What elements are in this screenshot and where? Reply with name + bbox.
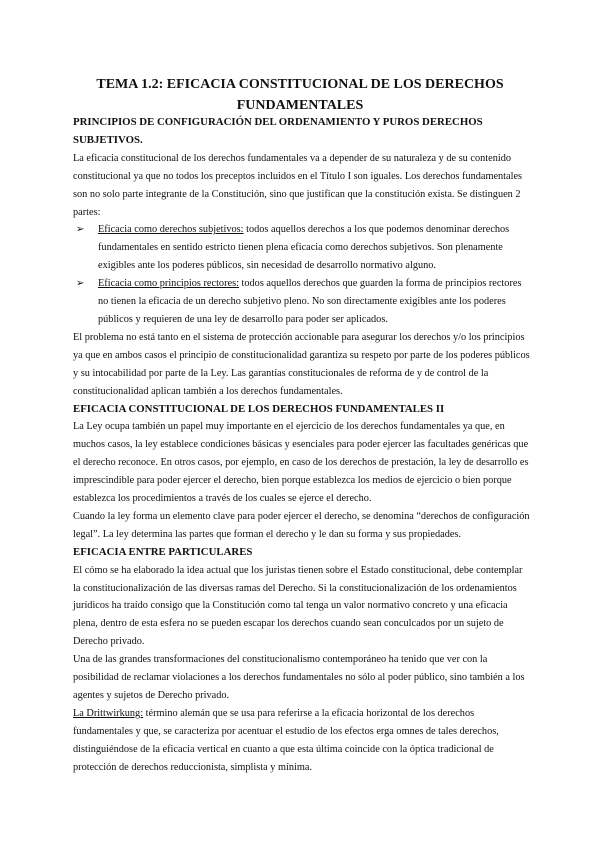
bullet-text: todos aquellos derechos que guarden la forma de principios rectores no tienen la eficacia de un derecho subjetivo pleno. No son directamente exigibles ante los poderes públicos y requieren de una ley de desarrollo para poder ser aplicados. [98, 278, 522, 325]
section3-paragraph-3 [73, 705, 531, 777]
drittwirkung-term: La Drittwirkung: [73, 707, 144, 719]
bullet-item-principios-rectores [73, 275, 531, 329]
document-body [73, 114, 531, 777]
arrow-bullet-icon: ➢ [76, 224, 85, 236]
bullet-term: Eficacia como derechos subjetivos: [98, 224, 244, 236]
bullet-text: todos aquellos derechos a los que podemos denominar derechos fundamentales en sentido estricto tienen plena eficacia como derechos subjetivos. Son plenamente exigibles ante los poderes públicos, sin necesidad de desarrollo normativo alguno. [98, 224, 510, 272]
bullet-item-derechos-subjetivos [73, 221, 531, 275]
section2-paragraph-1: La Ley ocupa también un papel muy importante en el ejercicio de los derechos fundamentales ya que, en muchos casos, la ley establece condiciones básicas y esenciales para poder ejercer las facultades genéricas que el derecho reconoce. En otros casos, por ejemplo, en caso de los derechos de prestación, la ley de desarrollo es imprescindible para poder ejercer el derecho, bien porque establezca los medios de ejercicio o bien porque establezca los procedimientos a través de los cuales se ejerce el derecho. [73, 421, 529, 505]
section-heading-particulares: EFICACIA ENTRE PARTICULARES [73, 545, 253, 558]
page-title: TEMA 1.2: EFICACIA CONSTITUCIONAL DE LOS DERECHOS FUNDAMENTALES [96, 77, 504, 113]
section-heading-eficacia-ii: EFICACIA CONSTITUCIONAL DE LOS DERECHOS FUNDAMENTALES II [73, 402, 445, 415]
bullet-list [73, 221, 531, 328]
section2-paragraph-2: Cuando la ley forma un elemento clave para poder ejercer el derecho, se denomina “derechos de configuración legal”. La ley determina las partes que forman el derecho y le dan su forma y sus propiedades. [73, 510, 530, 540]
section3-paragraph-2: Una de las grandes transformaciones del constitucionalismo contemporáneo ha tenido que ver con la posibilidad de reclamar violaciones a los derechos fundamentales no sólo al poder público, sino también a los agentes y sujetos de Derecho privado. [73, 654, 525, 701]
section1-intro: La eficacia constitucional de los derechos fundamentales va a depender de su naturaleza y de su contenido constitucional ya que no todos los preceptos incluidos en el Título I son iguales. Los derechos fundamentales son no solo parte integrante de la Constitución, sino que justifican que la constitución exista. Se distinguen 2 partes: [73, 152, 523, 218]
section-heading-principios: PRINCIPIOS DE CONFIGURACIÓN DEL ORDENAMIENTO Y PUROS DERECHOS SUBJETIVOS. [73, 116, 483, 146]
section1-closing: El problema no está tanto en el sistema de protección accionable para asegurar los derechos y/o los principios ya que en ambos casos el principio de constitucionalidad garantiza su respeto por parte de los poderes públicos y su intocabilidad por parte de la Ley. Las garantías constitucionales de reforma de y de control de la constitucionalidad aplican también a los derechos fundamentales. [73, 331, 530, 397]
arrow-bullet-icon: ➢ [76, 278, 85, 290]
bullet-term: Eficacia como principios rectores: [98, 278, 239, 290]
section3-paragraph-1: El cómo se ha elaborado la idea actual que los juristas tienen sobre el Estado constitucional, debe contemplar la constitucionalización de las diversas ramas del Derecho. Si la constitucionalización de los ordenamientos jurídicos ha traído consigo que la Constitución como tal tenga un valor normativo concreto y una eficacia plena, dentro de esta esfera no se pueden escapar los derechos cuando sean conculcados por un sujeto de Derecho privado. [73, 564, 523, 648]
drittwirkung-text: término alemán que se usa para referirse a la eficacia horizontal de los derechos fundamentales y que, se caracteriza por acentuar el estudio de los efectos erga omnes de tales derechos, distinguiéndose de la eficacia vertical en cuanto a que esta última coincide con la óptica tradicional de protección de derechos reduccionista, simplista y mínima. [73, 707, 499, 773]
